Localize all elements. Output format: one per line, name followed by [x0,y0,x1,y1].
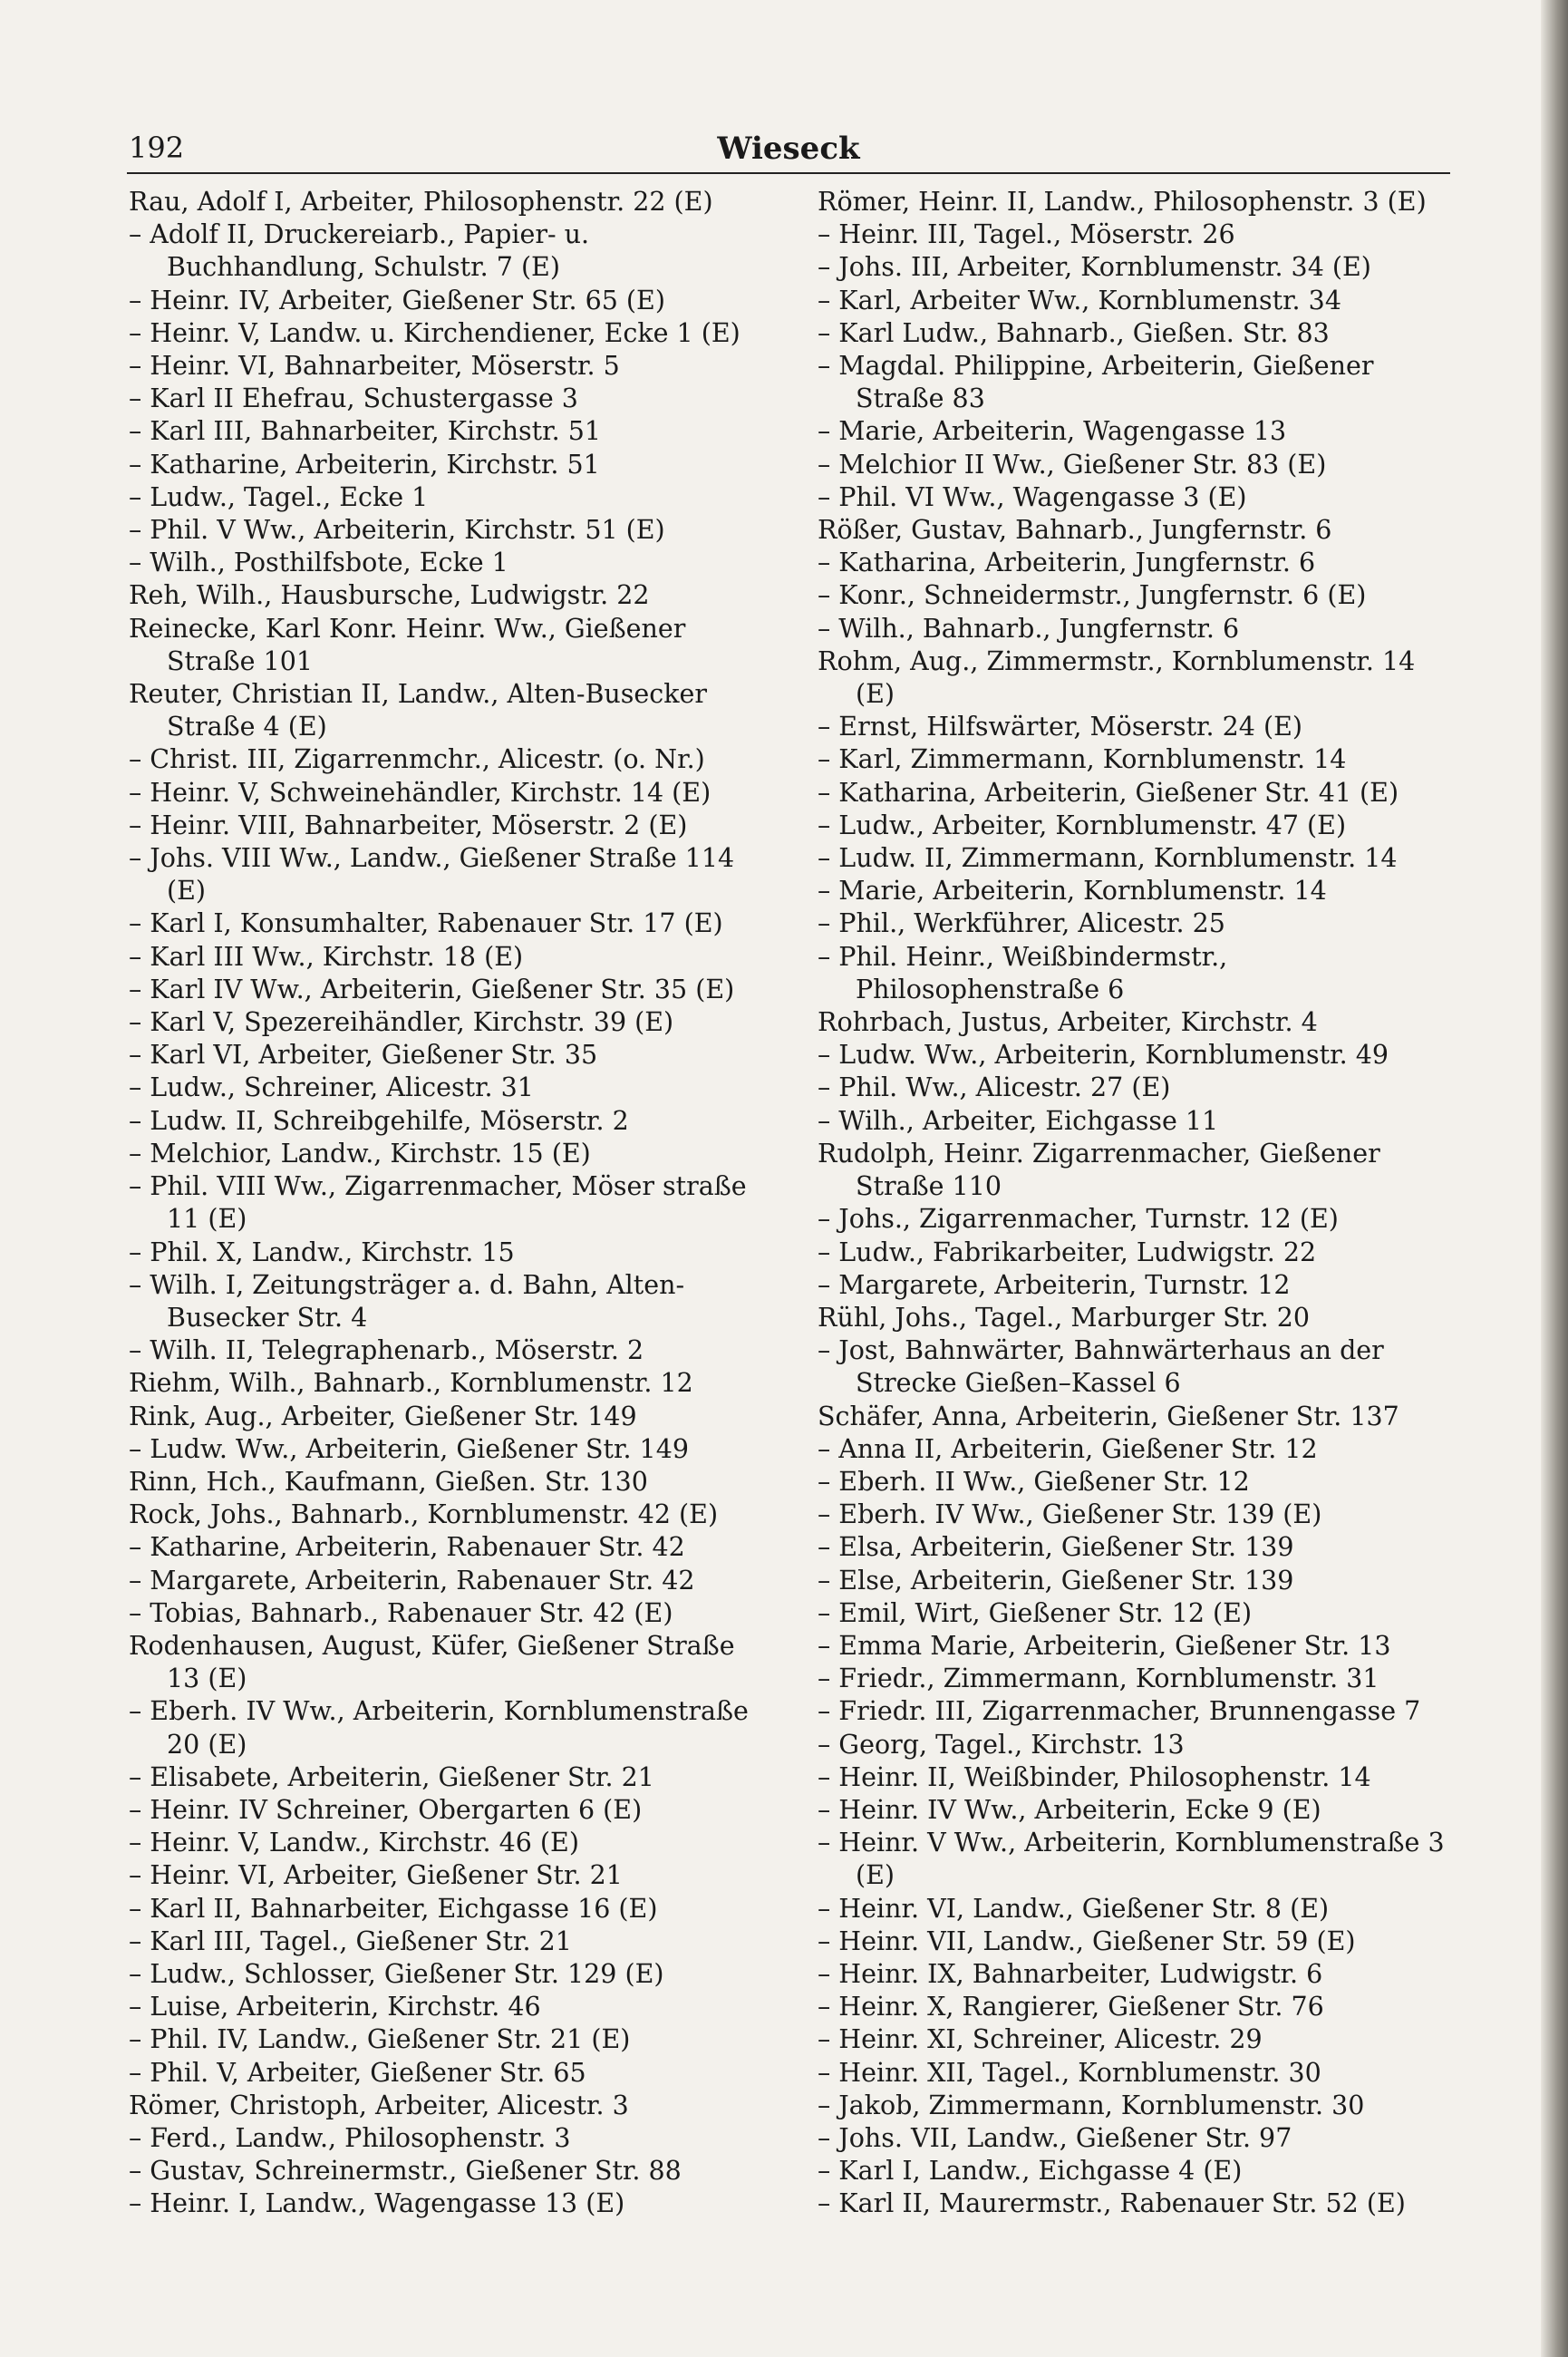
directory-entry: Rößer, Gustav, Bahnarb., Jungfernstr. 6 [818,515,1332,546]
directory-entry: – Elisabete, Arbeiterin, Gießener Str. 21 [129,1761,654,1792]
directory-entry: – Heinr. V, Landw. u. Kirchendiener, Ecke 1 (E) [129,317,740,348]
page-edge [1541,0,1568,2357]
directory-entry: – Karl, Arbeiter Ww., Kornblumenstr. 34 [818,285,1341,315]
directory-entry: Rühl, Johs., Tagel., Marburger Str. 20 [818,1302,1311,1333]
directory-entry: – Anna II, Arbeiterin, Gießener Str. 12 [818,1433,1318,1464]
directory-entry: Reinecke, Karl Konr. Heinr. Ww., Gießener Straße 101 [129,613,686,676]
directory-entry: Rink, Aug., Arbeiter, Gießener Str. 149 [129,1401,637,1431]
directory-entry: – Karl VI, Arbeiter, Gießener Str. 35 [129,1040,598,1071]
directory-entry: Rinn, Hch., Kaufmann, Gießen. Str. 130 [129,1466,648,1497]
directory-entry: – Tobias, Bahnarb., Rabenauer Str. 42 (E) [129,1597,673,1628]
directory-entry: – Karl III, Tagel., Gießener Str. 21 [129,1925,572,1956]
directory-entry: Rudolph, Heinr. Zigarrenmacher, Gießener Straße 110 [818,1138,1380,1202]
directory-entry: Rohm, Aug., Zimmermstr., Kornblumenstr. 14 (E) [818,645,1416,710]
directory-entry: – Christ. III, Zigarrenmchr., Alicestr. (o. Nr.) [129,744,705,775]
directory-entry: – Phil. V Ww., Arbeiterin, Kirchstr. 51 (E) [129,515,665,546]
directory-entry: – Katharina, Arbeiterin, Jungfernstr. 6 [818,548,1316,578]
directory-entry: – Heinr. XI, Schreiner, Alicestr. 29 [818,2024,1263,2055]
directory-entry: – Luise, Arbeiterin, Kirchstr. 46 [129,1992,541,2022]
directory-entry: – Phil. VI Ww., Wagengasse 3 (E) [818,481,1247,512]
directory-entry: – Margarete, Arbeiterin, Rabenauer Str. 42 [129,1565,695,1596]
directory-entry: – Heinr. III, Tagel., Möserstr. 26 [818,219,1235,250]
directory-entry: – Phil. Ww., Alicestr. 27 (E) [818,1072,1171,1103]
directory-entry: – Ludw. Ww., Arbeiterin, Gießener Str. 149 [129,1433,689,1464]
directory-entry: – Emil, Wirt, Gießener Str. 12 (E) [818,1597,1253,1628]
directory-entry: – Wilh., Bahnarb., Jungfernstr. 6 [818,613,1240,644]
page-number: 192 [129,131,185,165]
directory-entry: – Heinr. VI, Bahnarbeiter, Möserstr. 5 [129,351,620,382]
directory-entry: – Eberh. IV Ww., Gießener Str. 139 (E) [818,1499,1322,1530]
directory-entry: Riehm, Wilh., Bahnarb., Kornblumenstr. 12 [129,1368,693,1399]
directory-entry: – Heinr. II, Weißbinder, Philosophenstr. 14 [818,1761,1371,1792]
directory-entry: – Karl V, Spezereihändler, Kirchstr. 39 (E) [129,1007,674,1038]
directory-entry: – Ferd., Landw., Philosophenstr. 3 [129,2122,571,2153]
directory-entry: – Karl IV Ww., Arbeiterin, Gießener Str. 35 (E) [129,974,735,1004]
directory-entry: – Ludw., Schreiner, Alicestr. 31 [129,1072,534,1103]
directory-entry: – Friedr. III, Zigarrenmacher, Brunnengasse 7 [818,1696,1421,1727]
directory-entry: – Heinr. IX, Bahnarbeiter, Ludwigstr. 6 [818,1958,1323,1989]
directory-entry: – Jakob, Zimmermann, Kornblumenstr. 30 [818,2090,1365,2120]
page-header [127,127,1450,174]
directory-entry: – Karl I, Konsumhalter, Rabenauer Str. 17 (E) [129,908,723,939]
directory-entry: – Heinr. VI, Arbeiter, Gießener Str. 21 [129,1860,623,1891]
directory-entry: – Elsa, Arbeiterin, Gießener Str. 139 [818,1532,1294,1563]
directory-entry: – Ernst, Hilfswärter, Möserstr. 24 (E) [818,712,1303,742]
directory-entry: – Margarete, Arbeiterin, Turnstr. 12 [818,1269,1291,1300]
directory-entry: Reuter, Christian II, Landw., Alten-Busecker Straße 4 (E) [129,679,707,742]
directory-entry: – Georg, Tagel., Kirchstr. 13 [818,1729,1185,1760]
directory-entry: – Ludw., Arbeiter, Kornblumenstr. 47 (E) [818,810,1347,840]
directory-entry: – Adolf II, Druckereiarb., Papier- u. Buchhandlung, Schulstr. 7 (E) [129,219,590,283]
directory-entry: – Katharina, Arbeiterin, Gießener Str. 41 (E) [818,777,1399,808]
directory-entry: – Heinr. VI, Landw., Gießener Str. 8 (E) [818,1893,1330,1924]
directory-entry: – Phil. IV, Landw., Gießener Str. 21 (E) [129,2024,631,2055]
directory-entry: – Karl III Ww., Kirchstr. 18 (E) [129,941,524,972]
directory-entry: – Johs. III, Arbeiter, Kornblumenstr. 34 (E) [818,252,1371,283]
directory-entry: – Karl I, Landw., Eichgasse 4 (E) [818,2156,1243,2187]
directory-entry: – Gustav, Schreinermstr., Gießener Str. 88 [129,2156,682,2187]
directory-entry: – Phil., Werkführer, Alicestr. 25 [818,908,1225,939]
directory-entry: – Magdal. Philippine, Arbeiterin, Gießener Straße 83 [818,351,1374,414]
directory-entry: – Wilh. II, Telegraphenarb., Möserstr. 2 [129,1335,644,1366]
directory-entry: – Karl II, Bahnarbeiter, Eichgasse 16 (E) [129,1893,658,1924]
directory-entry: – Friedr., Zimmermann, Kornblumenstr. 31 [818,1663,1379,1694]
directory-entry: – Eberh. IV Ww., Arbeiterin, Kornblumenstraße 20 (E) [129,1696,749,1760]
right-column [818,186,1457,2221]
directory-entry: – Ludw., Fabrikarbeiter, Ludwigstr. 22 [818,1237,1317,1267]
directory-entry: Rock, Johs., Bahnarb., Kornblumenstr. 42 (E) [129,1499,719,1530]
directory-entry: – Johs., Zigarrenmacher, Turnstr. 12 (E) [818,1204,1339,1235]
directory-entry: – Emma Marie, Arbeiterin, Gießener Str. 13 [818,1630,1391,1661]
directory-entry: Reh, Wilh., Hausbursche, Ludwigstr. 22 [129,580,650,611]
directory-entry: Römer, Heinr. II, Landw., Philosophenstr. 3 (E) [818,187,1427,217]
directory-entry: – Wilh., Arbeiter, Eichgasse 11 [818,1105,1219,1136]
directory-entry: – Konr., Schneidermstr., Jungfernstr. 6 (E) [818,580,1367,611]
directory-entry: – Melchior, Landw., Kirchstr. 15 (E) [129,1138,591,1169]
directory-entry: – Ludw., Schlosser, Gießener Str. 129 (E) [129,1958,664,1989]
directory-entry: Römer, Christoph, Arbeiter, Alicestr. 3 [129,2090,629,2120]
directory-entry: – Heinr. VII, Landw., Gießener Str. 59 (E) [818,1925,1356,1956]
directory-entry: – Phil. X, Landw., Kirchstr. 15 [129,1237,515,1267]
directory-entry: – Heinr. V Ww., Arbeiterin, Kornblumenstraße 3 (E) [818,1828,1445,1891]
directory-entry: – Heinr. IV Schreiner, Obergarten 6 (E) [129,1794,643,1825]
directory-entry: – Marie, Arbeiterin, Wagengasse 13 [818,416,1287,447]
directory-entry: – Heinr. V, Schweinehändler, Kirchstr. 14 (E) [129,777,711,808]
directory-entry: – Jost, Bahnwärter, Bahnwärterhaus an der Strecke Gießen–Kassel 6 [818,1335,1384,1399]
directory-entry: – Katharine, Arbeiterin, Rabenauer Str. 42 [129,1532,685,1563]
directory-entry: – Karl Ludw., Bahnarb., Gießen. Str. 83 [818,317,1330,348]
directory-entry: – Ludw. II, Schreibgehilfe, Möserstr. 2 [129,1105,629,1136]
directory-entry: Rau, Adolf I, Arbeiter, Philosophenstr. 22 (E) [129,187,713,217]
directory-entry: – Heinr. VIII, Bahnarbeiter, Möserstr. 2 (E) [129,810,688,840]
directory-entry: – Wilh. I, Zeitungsträger a. d. Bahn, Alten-Busecker Str. 4 [129,1269,685,1333]
directory-entry: – Phil. V, Arbeiter, Gießener Str. 65 [129,2057,586,2088]
directory-entry: – Karl, Zimmermann, Kornblumenstr. 14 [818,744,1347,775]
directory-entry: – Heinr. I, Landw., Wagengasse 13 (E) [129,2188,625,2219]
directory-entry: – Heinr. X, Rangierer, Gießener Str. 76 [818,1992,1324,2022]
directory-entry: – Johs. VII, Landw., Gießener Str. 97 [818,2122,1292,2153]
directory-entry: – Melchior II Ww., Gießener Str. 83 (E) [818,449,1327,480]
directory-entry: – Heinr. IV Ww., Arbeiterin, Ecke 9 (E) [818,1794,1321,1825]
directory-entry: – Heinr. V, Landw., Kirchstr. 46 (E) [129,1828,579,1858]
directory-entry: – Katharine, Arbeiterin, Kirchstr. 51 [129,449,600,480]
directory-entry: – Phil. Heinr., Weißbindermstr., Philosophenstraße 6 [818,941,1228,1004]
directory-entry: – Wilh., Posthilfsbote, Ecke 1 [129,548,508,578]
directory-entry: – Heinr. XII, Tagel., Kornblumenstr. 30 [818,2057,1321,2088]
directory-entry: – Else, Arbeiterin, Gießener Str. 139 [818,1565,1294,1596]
directory-entry: – Karl II Ehefrau, Schustergasse 3 [129,383,578,414]
directory-entry: Rodenhausen, August, Küfer, Gießener Straße 13 (E) [129,1630,735,1694]
directory-entry: – Eberh. II Ww., Gießener Str. 12 [818,1466,1250,1497]
directory-entry: – Ludw. II, Zimmermann, Kornblumenstr. 14 [818,843,1398,874]
directory-entry: – Karl III, Bahnarbeiter, Kirchstr. 51 [129,416,602,447]
left-column [129,186,768,2221]
directory-entry: – Heinr. IV, Arbeiter, Gießener Str. 65 (E) [129,285,665,315]
directory-entry: – Johs. VIII Ww., Landw., Gießener Straße 114 (E) [129,843,735,907]
directory-entry: Rohrbach, Justus, Arbeiter, Kirchstr. 4 [818,1007,1318,1038]
directory-entry: – Karl II, Maurermstr., Rabenauer Str. 52 (E) [818,2188,1406,2219]
directory-entry: – Ludw. Ww., Arbeiterin, Kornblumenstr. 49 [818,1040,1389,1071]
directory-entry: Schäfer, Anna, Arbeiterin, Gießener Str. 137 [818,1401,1399,1431]
directory-entry: – Phil. VIII Ww., Zigarrenmacher, Möser straße 11 (E) [129,1171,747,1235]
directory-entry: – Marie, Arbeiterin, Kornblumenstr. 14 [818,876,1327,907]
running-title: Wieseck [717,131,860,167]
directory-entry: – Ludw., Tagel., Ecke 1 [129,481,429,512]
